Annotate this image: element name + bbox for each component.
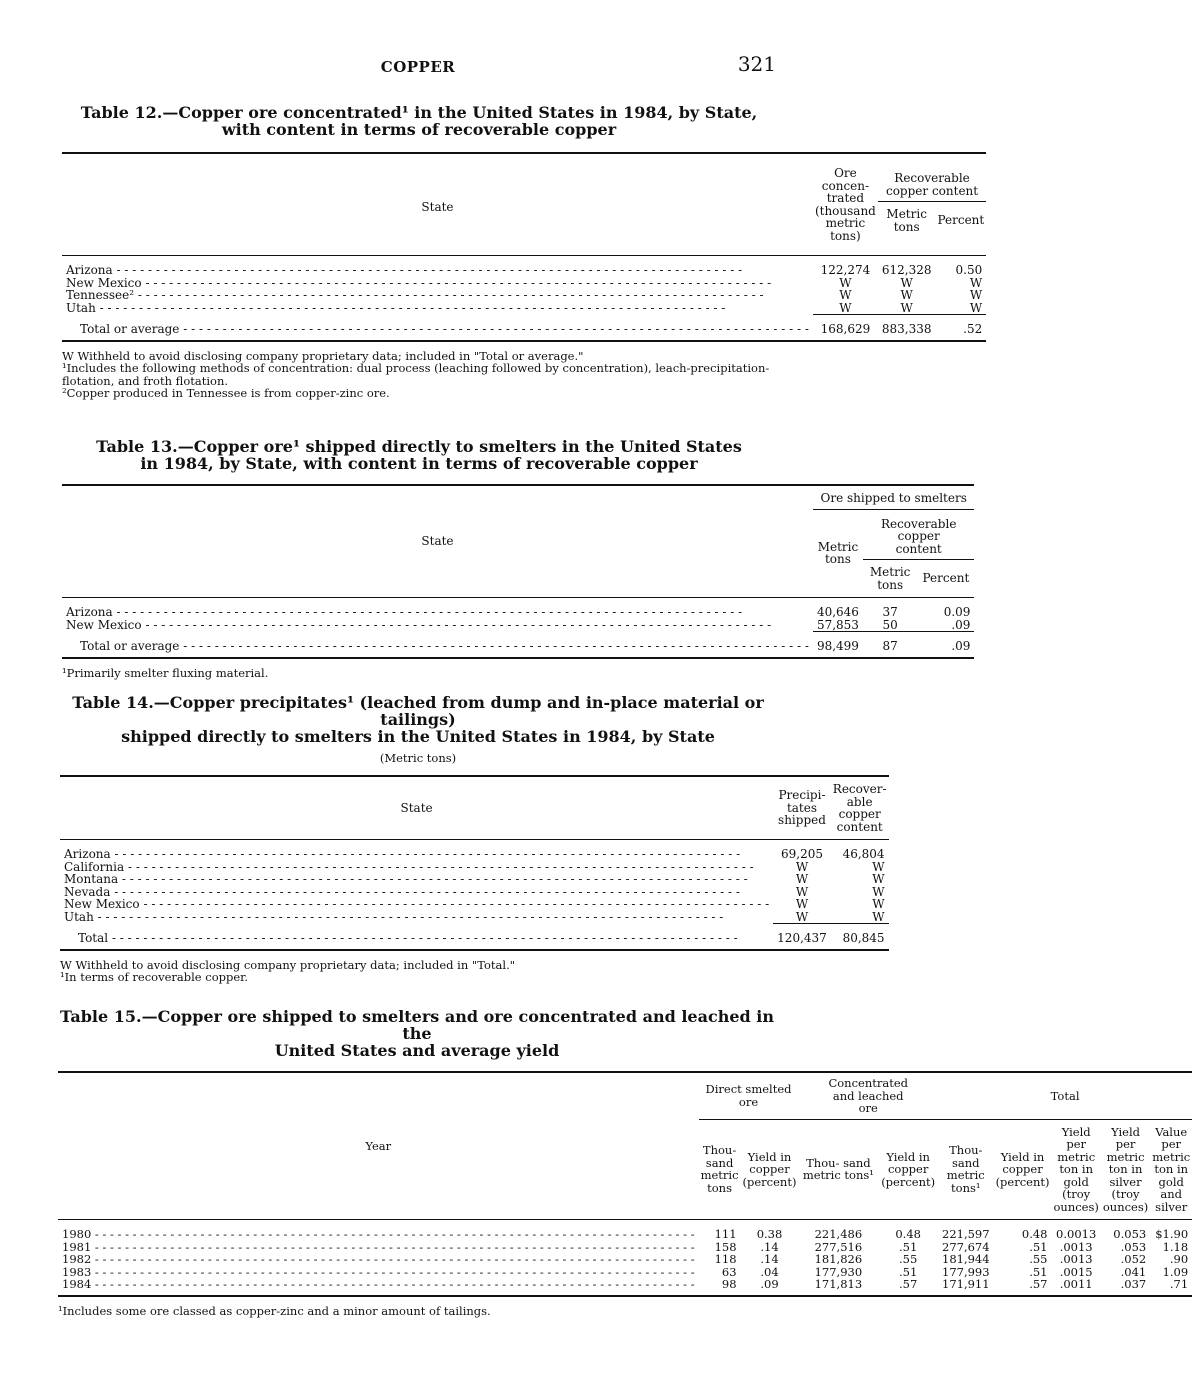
- total-metric-tons: 98,499: [813, 640, 863, 658]
- col-header-value: Value per metric ton in gold and silver: [1150, 1119, 1192, 1220]
- row-metric-tons: W: [900, 288, 913, 302]
- footnote: ¹Includes some ore classed as copper-zinc and a minor amount of tailings.: [58, 1303, 491, 1318]
- row-rec-metric-tons: 37: [882, 605, 898, 619]
- row-precipitates: W: [795, 884, 809, 899]
- table-14-title-line1: Table 14.—Copper precipitates¹ (leached from dump and in-place material or tailings): [72, 693, 764, 729]
- row-total-yield: .51: [1029, 1239, 1048, 1254]
- row-silver: .053: [1120, 1239, 1147, 1254]
- table-12-notes: [62, 350, 776, 400]
- row-rec-metric-tons: 50: [882, 617, 898, 632]
- table-row: [58, 1278, 1192, 1296]
- row-metric-tons: W: [900, 275, 913, 290]
- table-row: [58, 1253, 1192, 1266]
- row-conc-tons: 177,930: [814, 1264, 863, 1279]
- row-metric-tons: 612,328: [881, 263, 932, 277]
- row-recoverable: W: [872, 897, 885, 911]
- row-recoverable: W: [872, 884, 885, 899]
- row-gold: .0013: [1059, 1239, 1093, 1254]
- table-14-title: [60, 694, 776, 745]
- table-row: [60, 848, 889, 861]
- row-state: Tennessee² - - -: [66, 289, 809, 302]
- table-15-section: [58, 1007, 1191, 1318]
- row-silver: .041: [1120, 1264, 1147, 1279]
- table-12-title: [62, 104, 776, 138]
- row-state: Arizona - - -: [66, 264, 809, 277]
- row-direct-yield: .09: [741, 1278, 799, 1296]
- row-percent: 0.50: [955, 263, 983, 277]
- row-total-tons: 171,911: [938, 1278, 994, 1296]
- col-header-ore-shipped: Ore shipped to smelters: [813, 485, 974, 509]
- table-14-notes: [60, 959, 776, 984]
- table-row: [60, 911, 889, 924]
- row-conc-yield: .51: [899, 1239, 918, 1254]
- col-header-precipitates: Precipi- tates shipped: [773, 776, 831, 840]
- table-15-notes: [58, 1305, 776, 1318]
- col-header-recoverable-copper: Recover- able copper content: [831, 776, 889, 840]
- row-total-tons: 177,993: [942, 1264, 990, 1279]
- row-direct-yield: .14: [760, 1239, 779, 1254]
- table-row: [62, 606, 974, 619]
- footnote: ¹Includes the following methods of concentration: dual process (leaching followed by concentration), leach-precipitation-flotation, and froth flotation.: [62, 361, 770, 388]
- col-header-percent: Percent: [917, 560, 974, 598]
- col-header-recoverable-copper: Recoverable copper content: [863, 509, 974, 560]
- row-conc-yield: .55: [899, 1252, 918, 1266]
- row-year: 1984 - - -: [62, 1278, 695, 1291]
- table-14-title-line2: shipped directly to smelters in the United States in 1984, by State: [121, 727, 715, 746]
- row-value: .71: [1150, 1278, 1192, 1296]
- col-header-direct-smelted: Direct smelted ore: [699, 1072, 799, 1119]
- row-precipitates: W: [795, 897, 809, 911]
- row-recoverable: 46,804: [842, 847, 885, 861]
- row-total-tons: 181,944: [942, 1252, 990, 1266]
- col-header-rec-metric-tons: Metric tons: [863, 560, 917, 598]
- row-precipitates: W: [795, 859, 809, 874]
- row-conc-yield: 0.48: [895, 1227, 921, 1241]
- row-conc-tons: 221,486: [814, 1227, 863, 1241]
- page-number: 321: [737, 52, 776, 76]
- table-12-title-line1: Table 12.—Copper ore concentrated¹ in the United States in 1984, by State,: [80, 103, 758, 122]
- col-header-metric-tons: Metric tons: [878, 202, 936, 256]
- col-header-state: State: [60, 776, 773, 840]
- table-13-notes: [62, 667, 776, 680]
- col-header-year: Year: [58, 1072, 699, 1220]
- table-row: [62, 302, 986, 315]
- row-ore: W: [839, 288, 852, 302]
- table-14: [60, 775, 889, 951]
- row-gold: 0.0013: [1056, 1227, 1097, 1241]
- row-state: Arizona - - -: [66, 606, 809, 619]
- row-metric-tons: 40,646: [816, 605, 859, 619]
- col-header-silver-yield: Yield per metric ton in silver (troy ounces): [1101, 1119, 1150, 1220]
- row-state: New Mexico - - -: [66, 619, 809, 632]
- row-percent: W: [969, 275, 983, 290]
- col-header-total-tons: Thou- sand metric tons¹: [938, 1119, 994, 1220]
- table-13: [62, 484, 974, 659]
- row-state: Arizona - - -: [64, 848, 769, 861]
- row-conc-yield: .51: [899, 1264, 918, 1279]
- row-value: .90: [1169, 1252, 1189, 1266]
- total-rec-metric-tons: 87: [863, 640, 917, 658]
- table-row: [62, 619, 974, 632]
- row-state: Utah - - -: [66, 302, 809, 315]
- row-ore: 122,274: [820, 263, 871, 277]
- footnote: ²Copper produced in Tennessee is from copper-zinc ore.: [62, 386, 390, 400]
- table-12: [62, 152, 986, 342]
- row-precipitates: W: [795, 872, 809, 886]
- col-header-conc-tons: Thou- sand metric tons¹: [798, 1119, 878, 1220]
- row-direct-tons: 158: [714, 1239, 737, 1254]
- row-metric-tons: 57,853: [816, 617, 859, 632]
- table-15: [58, 1071, 1192, 1297]
- row-conc-tons: 171,813: [798, 1278, 878, 1296]
- col-header-ore-concentrated: Ore concen- trated (thousand metric tons): [813, 153, 878, 256]
- row-metric-tons: W: [900, 300, 913, 315]
- row-ore: W: [839, 300, 852, 315]
- table-15-title: [58, 1008, 776, 1059]
- col-header-conc-yield: Yield in copper (percent): [878, 1119, 938, 1220]
- running-head: COPPER: [380, 58, 456, 76]
- row-year: 1981 - - -: [62, 1241, 695, 1254]
- row-direct-yield: .04: [760, 1264, 779, 1279]
- footnote: W Withheld to avoid disclosing company proprietary data; included in "Total or average.": [62, 348, 584, 363]
- table-row: [60, 898, 889, 911]
- col-header-direct-tons: Thou- sand metric tons: [699, 1119, 741, 1220]
- table-total-row: [60, 932, 889, 950]
- row-value: $1.90: [1155, 1227, 1189, 1241]
- row-total-yield: .51: [1029, 1264, 1048, 1279]
- row-value: 1.18: [1162, 1239, 1189, 1254]
- row-recoverable: W: [872, 859, 885, 874]
- row-recoverable: W: [872, 872, 885, 886]
- footnote: ¹Primarily smelter fluxing material.: [62, 665, 269, 680]
- row-gold: .0013: [1059, 1252, 1093, 1266]
- row-gold: .0015: [1059, 1264, 1093, 1279]
- table-total-row: [62, 640, 974, 658]
- total-label: Total or average - - -: [80, 640, 809, 653]
- total-percent: .52: [935, 323, 986, 341]
- row-silver: .037: [1101, 1278, 1150, 1296]
- row-recoverable: W: [872, 909, 885, 924]
- row-state: California - - -: [64, 861, 769, 874]
- row-percent: .09: [951, 617, 971, 632]
- row-conc-tons: 277,516: [814, 1239, 863, 1254]
- total-label: Total or average - - -: [80, 323, 809, 336]
- total-precipitates: 120,437: [773, 932, 831, 950]
- row-ore: W: [839, 275, 852, 290]
- page-header: [60, 52, 776, 78]
- row-state: Utah - - -: [64, 911, 769, 924]
- footnote: W Withheld to avoid disclosing company proprietary data; included in "Total.": [60, 957, 516, 972]
- row-year: 1980 - - -: [62, 1228, 695, 1241]
- table-14-section: [60, 693, 887, 984]
- table-12-title-line2: with content in terms of recoverable copper: [221, 120, 617, 139]
- row-percent: W: [969, 288, 983, 302]
- col-header-total-yield: Yield in copper (percent): [994, 1119, 1052, 1220]
- row-direct-yield: .14: [760, 1252, 779, 1266]
- row-state: Montana - - -: [64, 873, 769, 886]
- row-direct-tons: 111: [714, 1227, 737, 1241]
- table-13-section: [62, 437, 971, 680]
- col-header-percent: Percent: [935, 202, 986, 256]
- row-percent: 0.09: [943, 605, 971, 619]
- row-precipitates: W: [795, 909, 809, 924]
- total-recoverable: 80,845: [831, 932, 889, 950]
- row-gold: .0011: [1051, 1278, 1100, 1296]
- footnote: ¹In terms of recoverable copper.: [60, 970, 249, 984]
- row-direct-tons: 63: [721, 1264, 737, 1279]
- col-header-recoverable-copper: Recoverable copper content: [878, 153, 986, 202]
- row-total-yield: .57: [994, 1278, 1052, 1296]
- total-metric-tons: 883,338: [878, 323, 936, 341]
- total-label: Total - - -: [78, 932, 769, 945]
- row-year: 1983 - - -: [62, 1266, 695, 1279]
- col-header-total: Total: [938, 1072, 1192, 1119]
- total-ore: 168,629: [813, 323, 878, 341]
- row-total-yield: .55: [1029, 1252, 1048, 1266]
- row-state: New Mexico - - -: [64, 898, 769, 911]
- row-value: 1.09: [1162, 1264, 1189, 1279]
- table-14-subtitle: (Metric tons): [379, 751, 457, 765]
- col-header-metric-tons: Metric tons: [813, 509, 863, 598]
- row-total-tons: 221,597: [942, 1227, 990, 1241]
- table-13-title-line1: Table 13.—Copper ore¹ shipped directly to smelters in the United States: [96, 437, 742, 456]
- table-13-title-line2: in 1984, by State, with content in terms of recoverable copper: [140, 454, 698, 473]
- table-15-title-line1: Table 15.—Copper ore shipped to smelters and ore concentrated and leached in the: [60, 1007, 774, 1043]
- row-total-tons: 277,674: [942, 1239, 990, 1254]
- col-header-direct-yield: Yield in copper (percent): [741, 1119, 799, 1220]
- row-direct-tons: 118: [714, 1252, 737, 1266]
- row-total-yield: 0.48: [1021, 1227, 1048, 1241]
- row-conc-tons: 181,826: [814, 1252, 863, 1266]
- table-total-row: [62, 323, 986, 341]
- col-header-state: State: [62, 485, 813, 598]
- col-header-state: State: [62, 153, 813, 256]
- row-conc-yield: .57: [878, 1278, 938, 1296]
- row-direct-tons: 98: [699, 1278, 741, 1296]
- row-silver: 0.053: [1113, 1227, 1147, 1241]
- total-percent: .09: [917, 640, 974, 658]
- table-13-title: [62, 438, 776, 472]
- row-year: 1982 - - -: [62, 1253, 695, 1266]
- row-precipitates: 69,205: [780, 847, 823, 861]
- row-state: New Mexico - - -: [66, 277, 809, 290]
- table-row: [62, 264, 986, 277]
- table-row: [62, 289, 986, 302]
- table-row: [60, 873, 889, 886]
- row-direct-yield: 0.38: [756, 1227, 783, 1241]
- col-header-concentrated-leached: Concentrated and leached ore: [798, 1072, 938, 1119]
- table-row: [58, 1228, 1192, 1241]
- table-12-section: [62, 103, 985, 400]
- col-header-gold-yield: Yield per metric ton in gold (troy ounces): [1051, 1119, 1100, 1220]
- row-state: Nevada - - -: [64, 886, 769, 899]
- row-silver: .052: [1120, 1252, 1147, 1266]
- table-15-title-line2: United States and average yield: [274, 1041, 560, 1060]
- row-percent: W: [969, 300, 983, 315]
